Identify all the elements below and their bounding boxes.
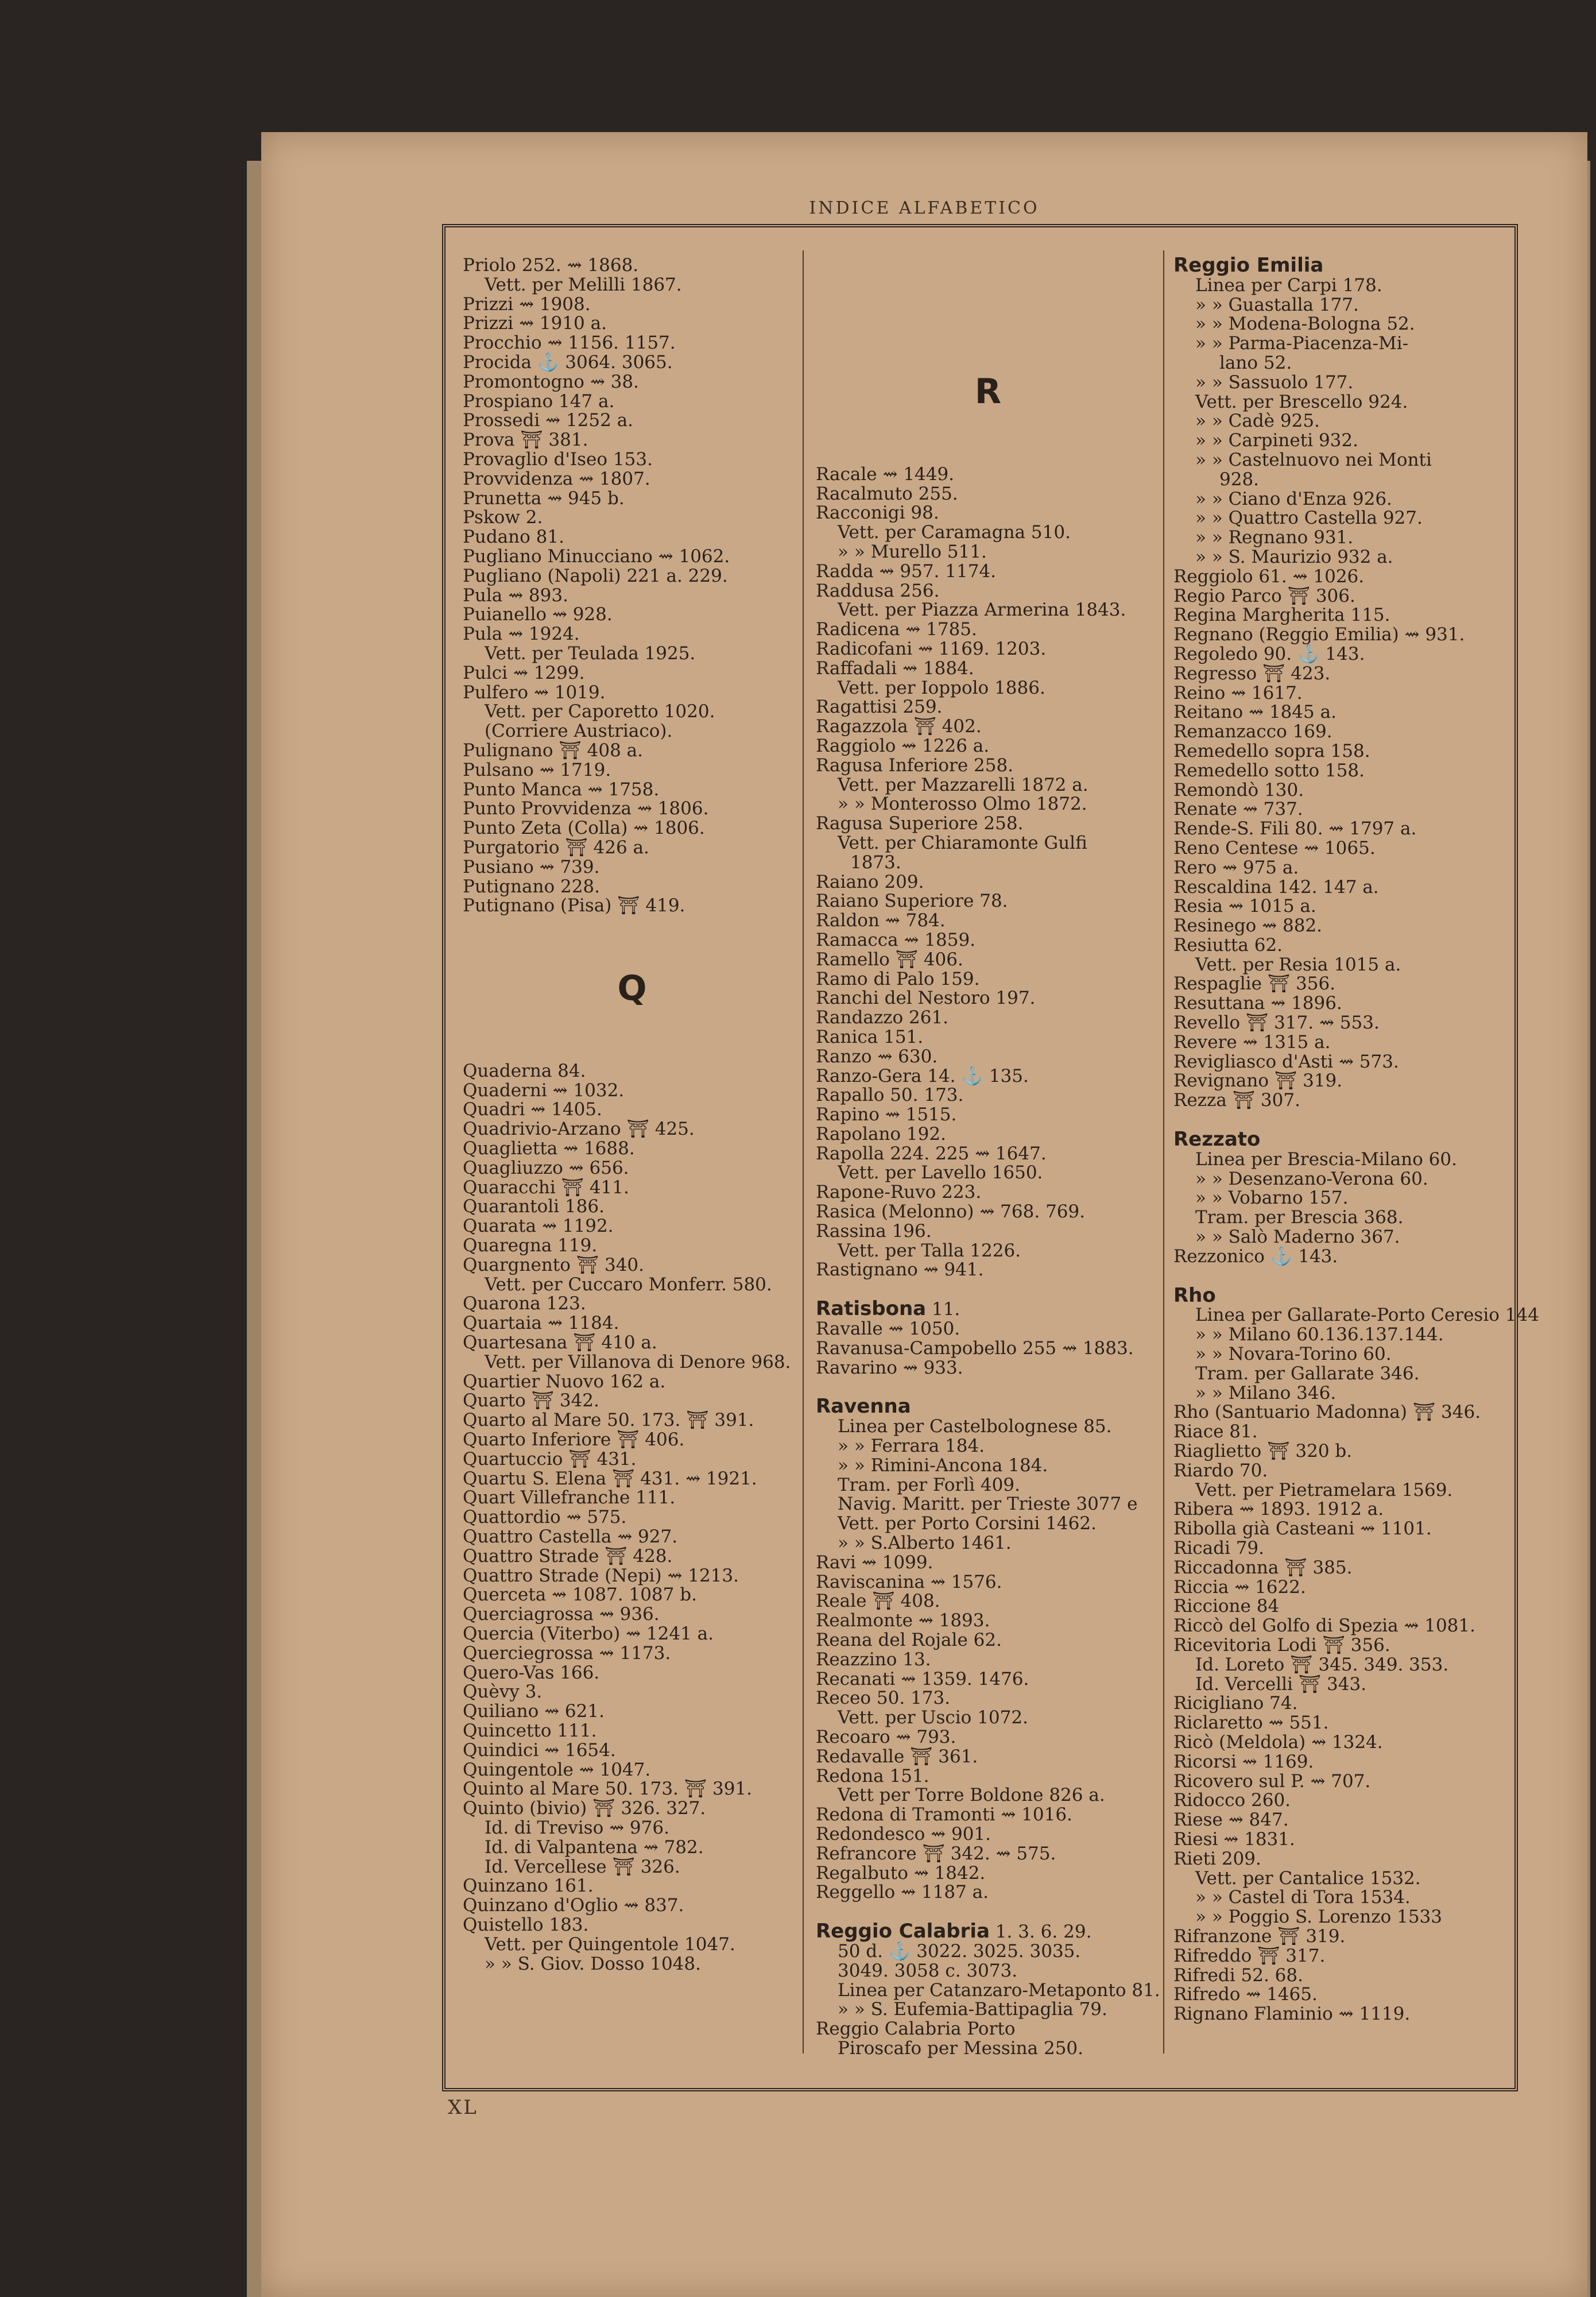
index-entry: Vett. per Lavello 1650.	[838, 1162, 1043, 1184]
index-entry: Ricevitoria Lodi ⛩ 356.	[1173, 1634, 1390, 1656]
index-entry: 50 d. ⚓ 3022. 3025. 3035.	[838, 1940, 1081, 1962]
index-entry: Racale ⇝ 1449.	[816, 463, 955, 485]
index-entry: Linea per Carpi 178.	[1195, 274, 1382, 296]
index-entry: Riccione 84	[1173, 1596, 1280, 1617]
index-entry: Pudano 81.	[463, 527, 564, 548]
index-entry: Remedello sopra 158.	[1173, 740, 1370, 761]
index-entry: Redondesco ⇝ 901.	[816, 1823, 991, 1844]
index-entry: Recoaro ⇝ 793.	[816, 1727, 956, 1747]
index-entry: Raddusa 256.	[816, 580, 940, 601]
index-entry: Rastignano ⇝ 941.	[816, 1259, 984, 1281]
index-entry: » » S. Giov. Dosso 1048.	[485, 1953, 701, 1974]
index-entry: Ridocco 260.	[1173, 1790, 1291, 1811]
index-heading: Reggio Emilia	[1173, 254, 1324, 277]
index-entry: Quarona 123.	[463, 1293, 586, 1314]
index-entry: Prova ⛩ 381.	[463, 430, 588, 451]
index-entry: Provaglio d'Iseo 153.	[463, 448, 653, 470]
index-entry: Radicofani ⇝ 1169. 1203.	[816, 638, 1047, 659]
page-number: XL	[448, 2096, 478, 2119]
index-entry: Navig. Maritt. per Trieste 3077 e	[838, 1494, 1138, 1515]
index-entry: Riese ⇝ 847.	[1173, 1809, 1289, 1831]
spacer	[816, 1280, 1160, 1300]
index-entry: » » Parma-Piacenza-Mi-	[1195, 333, 1409, 354]
index-entry: Quartesana ⛩ 410 a.	[463, 1332, 657, 1354]
index-heading: Rezzato	[1173, 1128, 1261, 1151]
index-entry: Punto Provvidenza ⇝ 1806.	[463, 798, 709, 819]
index-entry: 1873.	[850, 852, 901, 873]
index-entry: Reazzino 13.	[816, 1649, 931, 1670]
index-entry: Reggio Calabria Porto	[816, 2018, 1016, 2040]
index-entry: Pulsano ⇝ 1719.	[463, 759, 611, 780]
index-entry: lano 52.	[1219, 352, 1292, 373]
index-entry: Pulci ⇝ 1299.	[463, 662, 585, 683]
spacer	[816, 1378, 1160, 1397]
index-entry: Rapolla 224. 225 ⇝ 1647.	[816, 1143, 1047, 1164]
index-entry: Id. Vercelli ⛩ 343.	[1195, 1673, 1367, 1695]
index-entry: Quattro Strade ⛩ 428.	[463, 1545, 673, 1567]
index-entry: Riardo 70.	[1173, 1460, 1268, 1481]
index-entry: Quinzano 161.	[463, 1876, 594, 1897]
index-entry: Raffadali ⇝ 1884.	[816, 658, 974, 679]
index-entry: Reno Centese ⇝ 1065.	[1173, 837, 1376, 859]
index-entry: Quart Villefranche 111.	[463, 1487, 676, 1509]
index-entry: Tram. per Brescia 368.	[1195, 1207, 1404, 1228]
index-entry: Linea per Catanzaro-Metaponto 81.	[838, 1979, 1160, 2001]
index-entry: Ragusa Inferiore 258.	[816, 755, 1014, 776]
index-entry: Ranzo-Gera 14. ⚓ 135.	[816, 1065, 1029, 1086]
index-entry: Riccadonna ⛩ 385.	[1173, 1557, 1353, 1578]
index-entry: Remedello sotto 158.	[1173, 760, 1365, 781]
section-letter: Q	[617, 968, 647, 1009]
index-entry: Vett. per Cuccaro Monferr. 580.	[485, 1274, 772, 1295]
index-entry: Reana del Rojale 62.	[816, 1630, 1002, 1651]
index-entry: Vett. per Quingentole 1047.	[485, 1933, 735, 1955]
index-entry: Linea per Brescia-Milano 60.	[1195, 1148, 1457, 1170]
index-entry: Regoledo 90. ⚓ 143.	[1173, 643, 1365, 664]
index-entry: Ranzo ⇝ 630.	[816, 1046, 938, 1067]
index-entry: Putignano (Pisa) ⛩ 419.	[463, 895, 685, 917]
index-column-2	[816, 256, 1160, 2059]
index-entry: Piroscafo per Messina 250.	[838, 2037, 1084, 2059]
index-entry: Quarantoli 186.	[463, 1196, 605, 1217]
index-entry: Quarto al Mare 50. 173. ⛩ 391.	[463, 1410, 754, 1431]
index-entry: Ribera ⇝ 1893. 1912 a.	[1173, 1499, 1384, 1520]
index-entry: Prospiano 147 a.	[463, 390, 615, 412]
index-entry: Vett. per Caramagna 510.	[838, 522, 1071, 543]
index-entry: Rho (Santuario Madonna) ⛩ 346.	[1173, 1402, 1481, 1423]
index-entry: Resinego ⇝ 882.	[1173, 915, 1323, 937]
index-entry: » » Salò Maderno 367.	[1195, 1227, 1400, 1248]
index-entry: Punto Zeta (Colla) ⇝ 1806.	[463, 818, 705, 839]
index-entry: Ricorsi ⇝ 1169.	[1173, 1751, 1314, 1772]
index-entry: Procida ⚓ 3064. 3065.	[463, 351, 673, 373]
index-entry: » » Ciano d'Enza 926.	[1195, 488, 1392, 509]
index-entry: Vett. per Ioppolo 1886.	[838, 677, 1045, 698]
index-entry: Resia ⇝ 1015 a.	[1173, 896, 1316, 917]
index-entry: Riclaretto ⇝ 551.	[1173, 1712, 1329, 1734]
index-entry: Ragattisi 259.	[816, 697, 943, 718]
index-entry: Resuttana ⇝ 1896.	[1173, 993, 1342, 1014]
index-entry: Ranchi del Nestoro 197.	[816, 988, 1036, 1009]
index-entry: Redona di Tramonti ⇝ 1016.	[816, 1804, 1072, 1826]
index-entry: Quartu S. Elena ⛩ 431. ⇝ 1921.	[463, 1468, 757, 1489]
index-entry: Rifredo ⇝ 1465.	[1173, 1984, 1318, 2005]
index-entry: Quadrivio-Arzano ⛩ 425.	[463, 1119, 695, 1140]
index-entry: Ramacca ⇝ 1859.	[816, 929, 976, 950]
index-entry: Racalmuto 255.	[816, 483, 958, 504]
index-entry: Prunetta ⇝ 945 b.	[463, 488, 625, 509]
index-entry: Reitano ⇝ 1845 a.	[1173, 702, 1337, 723]
index-entry: Vett. per Mazzarelli 1872 a.	[838, 774, 1088, 795]
index-entry: Revere ⇝ 1315 a.	[1173, 1031, 1331, 1053]
index-entry: Quarto Inferiore ⛩ 406.	[463, 1429, 685, 1451]
spacer	[1173, 1111, 1506, 1130]
index-entry: Quattro Castella ⇝ 927.	[463, 1526, 678, 1548]
index-entry: Realmonte ⇝ 1893.	[816, 1610, 990, 1631]
index-entry: Reino ⇝ 1617.	[1173, 682, 1303, 703]
index-entry: Ragusa Superiore 258.	[816, 813, 1024, 834]
index-entry: Reale ⛩ 408.	[816, 1591, 940, 1612]
index-entry: » » Cadè 925.	[1195, 411, 1320, 432]
index-entry: Reggiolo 61. ⇝ 1026.	[1173, 566, 1365, 587]
index-entry: Quagliuzzo ⇝ 656.	[463, 1157, 629, 1178]
index-entry: Quarto ⛩ 342.	[463, 1390, 599, 1412]
index-entry: Revignano ⛩ 319.	[1173, 1070, 1343, 1092]
index-entry: Refrancore ⛩ 342. ⇝ 575.	[816, 1843, 1056, 1864]
spacer	[1173, 1267, 1506, 1286]
spacer	[816, 1902, 1160, 1922]
index-entry: » » Murello 511.	[838, 541, 987, 562]
index-entry: Quadri ⇝ 1405.	[463, 1099, 602, 1120]
index-entry: Ravalle ⇝ 1050.	[816, 1318, 960, 1340]
index-entry: Respaglie ⛩ 356.	[1173, 973, 1336, 995]
index-entry: Querciagrossa ⇝ 936.	[463, 1604, 660, 1625]
index-entry: Ribolla già Casteani ⇝ 1101.	[1173, 1518, 1432, 1540]
index-entry: Quincetto 111.	[463, 1720, 597, 1741]
index-entry: Tram. per Forlì 409.	[838, 1474, 1020, 1495]
column-rule	[803, 250, 804, 2054]
index-entry: Purgatorio ⛩ 426 a.	[463, 837, 649, 858]
index-entry: Punto Manca ⇝ 1758.	[463, 779, 660, 800]
index-entry: » » Regnano 931.	[1195, 527, 1354, 548]
index-entry: Quartier Nuovo 162 a.	[463, 1371, 666, 1392]
index-entry: Provvidenza ⇝ 1807.	[463, 468, 650, 489]
index-entry: Id. di Valpantena ⇝ 782.	[485, 1836, 704, 1858]
index-entry: » » Sassuolo 177.	[1195, 372, 1354, 393]
index-entry: Vett. per Teulada 1925.	[485, 643, 696, 664]
index-entry: » » Modena-Bologna 52.	[1195, 314, 1415, 335]
index-entry: Pula ⇝ 893.	[463, 585, 568, 606]
index-entry: Raviscanina ⇝ 1576.	[816, 1571, 1002, 1592]
index-entry: Ravi ⇝ 1099.	[816, 1552, 933, 1573]
spacer	[816, 256, 1160, 319]
index-frame	[442, 224, 1539, 2091]
index-entry: Regio Parco ⛩ 306.	[1173, 585, 1355, 606]
index-entry: Raggiolo ⇝ 1226 a.	[816, 735, 990, 756]
index-entry: » » Quattro Castella 927.	[1195, 508, 1423, 529]
index-entry: Radda ⇝ 957. 1174.	[816, 560, 997, 582]
index-entry: » » Vobarno 157.	[1195, 1188, 1349, 1209]
index-entry: Regina Margherita 115.	[1173, 605, 1390, 626]
section-letter: R	[974, 372, 1002, 412]
index-entry: Resiutta 62.	[1173, 934, 1283, 956]
index-entry: Id. Vercellese ⛩ 326.	[485, 1856, 680, 1877]
index-entry: » » Novara-Torino 60.	[1195, 1344, 1392, 1365]
index-entry: » » Rimini-Ancona 184.	[838, 1455, 1048, 1476]
book-page	[261, 132, 1587, 2297]
index-entry: Ricigliano 74.	[1173, 1693, 1298, 1714]
index-entry: Linea per Gallarate-Porto Ceresio 144	[1195, 1305, 1539, 1326]
index-entry: Rende-S. Fili 80. ⇝ 1797 a.	[1173, 818, 1417, 840]
index-entry: Quartuccio ⛩ 431.	[463, 1448, 637, 1470]
index-entry: Raldon ⇝ 784.	[816, 910, 946, 931]
index-heading: Ravenna	[816, 1395, 911, 1418]
index-entry: Vett. per Caporetto 1020.	[485, 701, 715, 722]
index-entry: Prossedi ⇝ 1252 a.	[463, 410, 634, 431]
index-entry: Procchio ⇝ 1156. 1157.	[463, 332, 676, 354]
index-entry: Quaglietta ⇝ 1688.	[463, 1138, 635, 1159]
running-header: INDICE ALFABETICO	[809, 198, 1040, 218]
index-entry: Ramo di Palo 159.	[816, 968, 980, 989]
index-entry: Rapone-Ruvo 223.	[816, 1182, 982, 1203]
index-entry: Randazzo 261.	[816, 1007, 949, 1028]
index-entry: Quèvy 3.	[463, 1681, 543, 1703]
index-entry: Prizzi ⇝ 1910 a.	[463, 313, 607, 334]
index-entry: Id. di Treviso ⇝ 976.	[485, 1817, 669, 1838]
index-entry: Quistello 183.	[463, 1914, 589, 1935]
index-entry: Pulfero ⇝ 1019.	[463, 682, 606, 703]
index-entry: » » Monterosso Olmo 1872.	[838, 794, 1087, 815]
index-entry: Riace 81.	[1173, 1421, 1258, 1443]
index-entry: Vett. per Melilli 1867.	[485, 274, 682, 295]
index-heading: Ratisbona 11.	[816, 1297, 960, 1321]
index-entry: Priolo 252. ⇝ 1868.	[463, 255, 639, 276]
index-entry: Quattordio ⇝ 575.	[463, 1507, 627, 1528]
index-entry: Vett. per Talla 1226.	[838, 1240, 1021, 1261]
column-rule	[1163, 250, 1164, 2054]
index-entry: Rieti 209.	[1173, 1848, 1261, 1869]
index-entry: Quero-Vas 166.	[463, 1662, 600, 1683]
index-entry: Ravarino ⇝ 933.	[816, 1357, 963, 1378]
index-entry: Quaregna 119.	[463, 1235, 598, 1256]
index-entry: Radicena ⇝ 1785.	[816, 619, 977, 640]
index-entry: Quattro Strade (Nepi) ⇝ 1213.	[463, 1565, 739, 1586]
index-entry: Rifranzone ⛩ 319.	[1173, 1925, 1346, 1947]
index-entry: Riaglietto ⛩ 320 b.	[1173, 1441, 1353, 1462]
index-entry: Vett. per Chiaramonte Gulfi	[838, 832, 1087, 853]
index-entry: Vett. per Cantalice 1532.	[1195, 1867, 1421, 1889]
index-entry: (Corriere Austriaco).	[485, 721, 673, 742]
index-entry: » » Castel di Tora 1534.	[1195, 1887, 1411, 1908]
index-entry: Rapino ⇝ 1515.	[816, 1104, 957, 1126]
index-entry: Ranica 151.	[816, 1026, 924, 1047]
index-entry: Ramello ⛩ 406.	[816, 949, 963, 970]
index-entry: Rescaldina 142. 147 a.	[1173, 876, 1379, 898]
index-entry: Vett. per Brescello 924.	[1195, 391, 1408, 412]
index-entry: Ricadi 79.	[1173, 1538, 1265, 1559]
index-entry: Querciegrossa ⇝ 1173.	[463, 1642, 671, 1664]
index-entry: Vett. per Villanova di Denore 968.	[485, 1351, 791, 1372]
index-entry: Id. Loreto ⛩ 345. 349. 353.	[1195, 1654, 1449, 1675]
index-entry: Regnano (Reggio Emilia) ⇝ 931.	[1173, 624, 1465, 645]
index-entry: Ricò (Meldola) ⇝ 1324.	[1173, 1731, 1383, 1753]
index-entry: Pulignano ⛩ 408 a.	[463, 740, 643, 761]
index-entry: Quarata ⇝ 1192.	[463, 1216, 614, 1237]
index-entry: Reggello ⇝ 1187 a.	[816, 1882, 989, 1903]
index-entry: Ragazzola ⛩ 402.	[816, 716, 982, 737]
index-entry: Redavalle ⛩ 361.	[816, 1746, 978, 1767]
index-entry: Rassina 196.	[816, 1220, 932, 1242]
index-entry: Putignano 228.	[463, 876, 600, 897]
index-entry: Quinzano d'Oglio ⇝ 837.	[463, 1895, 684, 1916]
index-entry: 928.	[1219, 469, 1260, 490]
index-entry: Quinto al Mare 50. 173. ⛩ 391.	[463, 1778, 752, 1800]
index-entry: Rezza ⛩ 307.	[1173, 1090, 1300, 1111]
index-entry: Recanati ⇝ 1359. 1476.	[816, 1668, 1029, 1689]
index-entry: Rignano Flaminio ⇝ 1119.	[1173, 2004, 1411, 2025]
index-entry: Quinto (bivio) ⛩ 326. 327.	[463, 1798, 706, 1819]
index-entry: » » Milano 346.	[1195, 1382, 1337, 1403]
index-entry: Quaderna 84.	[463, 1060, 586, 1081]
index-column-3	[1173, 254, 1539, 2025]
index-entry: Puianello ⇝ 928.	[463, 604, 613, 625]
index-entry: » » S. Eufemia-Battipaglia 79.	[838, 1999, 1107, 2020]
index-entry: Promontogno ⇝ 38.	[463, 371, 639, 392]
index-entry: Quingentole ⇝ 1047.	[463, 1759, 651, 1780]
index-entry: » » S. Maurizio 932 a.	[1195, 546, 1393, 567]
index-entry: Vett. per Pietramelara 1569.	[1195, 1479, 1453, 1501]
index-entry: » » Milano 60.136.137.144.	[1195, 1324, 1444, 1345]
index-entry: Quargnento ⛩ 340.	[463, 1254, 645, 1275]
index-entry: Revigliasco d'Asti ⇝ 573.	[1173, 1051, 1399, 1072]
index-entry: Ravanusa-Campobello 255 ⇝ 1883.	[816, 1337, 1134, 1359]
index-entry: Vett. per Piazza Armerina 1843.	[838, 600, 1126, 621]
index-heading: Rho	[1173, 1283, 1216, 1307]
index-entry: » » Carpineti 932.	[1195, 430, 1358, 451]
index-entry: Pskow 2.	[463, 507, 543, 528]
index-entry: Linea per Castelbolognese 85.	[838, 1416, 1112, 1437]
index-entry: Querceta ⇝ 1087. 1087 b.	[463, 1584, 697, 1606]
index-entry: Riccia ⇝ 1622.	[1173, 1576, 1306, 1598]
index-entry: Vett. per Porto Corsini 1462.	[838, 1513, 1097, 1534]
index-entry: Raiano Superiore 78.	[816, 891, 1008, 912]
index-column-1	[463, 256, 801, 1974]
index-entry: Raiano 209.	[816, 871, 924, 892]
index-entry: » » Desenzano-Verona 60.	[1195, 1168, 1428, 1189]
index-entry: Riccò del Golfo di Spezia ⇝ 1081.	[1173, 1615, 1475, 1637]
index-entry: Remondò 130.	[1173, 779, 1304, 801]
index-entry: Renate ⇝ 737.	[1173, 799, 1303, 820]
index-entry: Vett per Torre Boldone 826 a.	[838, 1785, 1105, 1806]
index-entry: Redona 151.	[816, 1765, 929, 1786]
index-entry: Riesi ⇝ 1831.	[1173, 1828, 1295, 1850]
index-entry: Rifredi 52. 68.	[1173, 1965, 1303, 1986]
index-entry: Rifreddo ⛩ 317.	[1173, 1945, 1326, 1966]
index-entry: » » Poggio S. Lorenzo 1533	[1195, 1907, 1442, 1928]
index-entry: Pusiano ⇝ 739.	[463, 856, 600, 877]
index-entry: Revello ⛩ 317. ⇝ 553.	[1173, 1012, 1380, 1034]
index-entry: Quiliano ⇝ 621.	[463, 1701, 605, 1722]
index-entry: Rero ⇝ 975 a.	[1173, 857, 1299, 878]
index-heading: Reggio Calabria 1. 3. 6. 29.	[816, 1920, 1092, 1943]
index-entry: 3049. 3058 c. 3073.	[838, 1960, 1018, 1981]
index-entry: Regresso ⛩ 423.	[1173, 663, 1331, 684]
index-entry: Pula ⇝ 1924.	[463, 624, 580, 645]
index-entry: Vett. per Uscio 1072.	[838, 1707, 1028, 1728]
index-entry: Ricovero sul P. ⇝ 707.	[1173, 1770, 1371, 1792]
index-entry: Rapolano 192.	[816, 1123, 946, 1144]
index-entry: Regalbuto ⇝ 1842.	[816, 1862, 986, 1884]
index-entry: Quaracchi ⛩ 411.	[463, 1177, 629, 1198]
index-entry: » » Ferrara 184.	[838, 1436, 985, 1457]
index-entry: Tram. per Gallarate 346.	[1195, 1363, 1420, 1384]
index-entry: » » Guastalla 177.	[1195, 294, 1359, 315]
index-entry: Pugliano Minucciano ⇝ 1062.	[463, 546, 730, 567]
index-entry: Prizzi ⇝ 1908.	[463, 293, 591, 315]
index-entry: Pugliano (Napoli) 221 a. 229.	[463, 565, 728, 586]
index-entry: Rapallo 50. 173.	[816, 1085, 964, 1106]
index-entry: » » S.Alberto 1461.	[838, 1533, 1012, 1554]
index-entry: Quaderni ⇝ 1032.	[463, 1080, 625, 1101]
index-entry: Quartaia ⇝ 1184.	[463, 1313, 619, 1334]
index-entry: Quindici ⇝ 1654.	[463, 1739, 616, 1761]
index-entry: Rezzonico ⚓ 143.	[1173, 1246, 1338, 1267]
index-entry: Rasica (Melonno) ⇝ 768. 769.	[816, 1201, 1086, 1223]
index-entry: » » Castelnuovo nei Monti	[1195, 449, 1432, 470]
index-entry: Vett. per Resia 1015 a.	[1195, 954, 1401, 975]
index-entry: Remanzacco 169.	[1173, 721, 1332, 743]
index-entry: Receo 50. 173.	[816, 1688, 951, 1709]
index-entry: Quercia (Viterbo) ⇝ 1241 a.	[463, 1623, 714, 1644]
index-entry: Racconigi 98.	[816, 502, 939, 524]
